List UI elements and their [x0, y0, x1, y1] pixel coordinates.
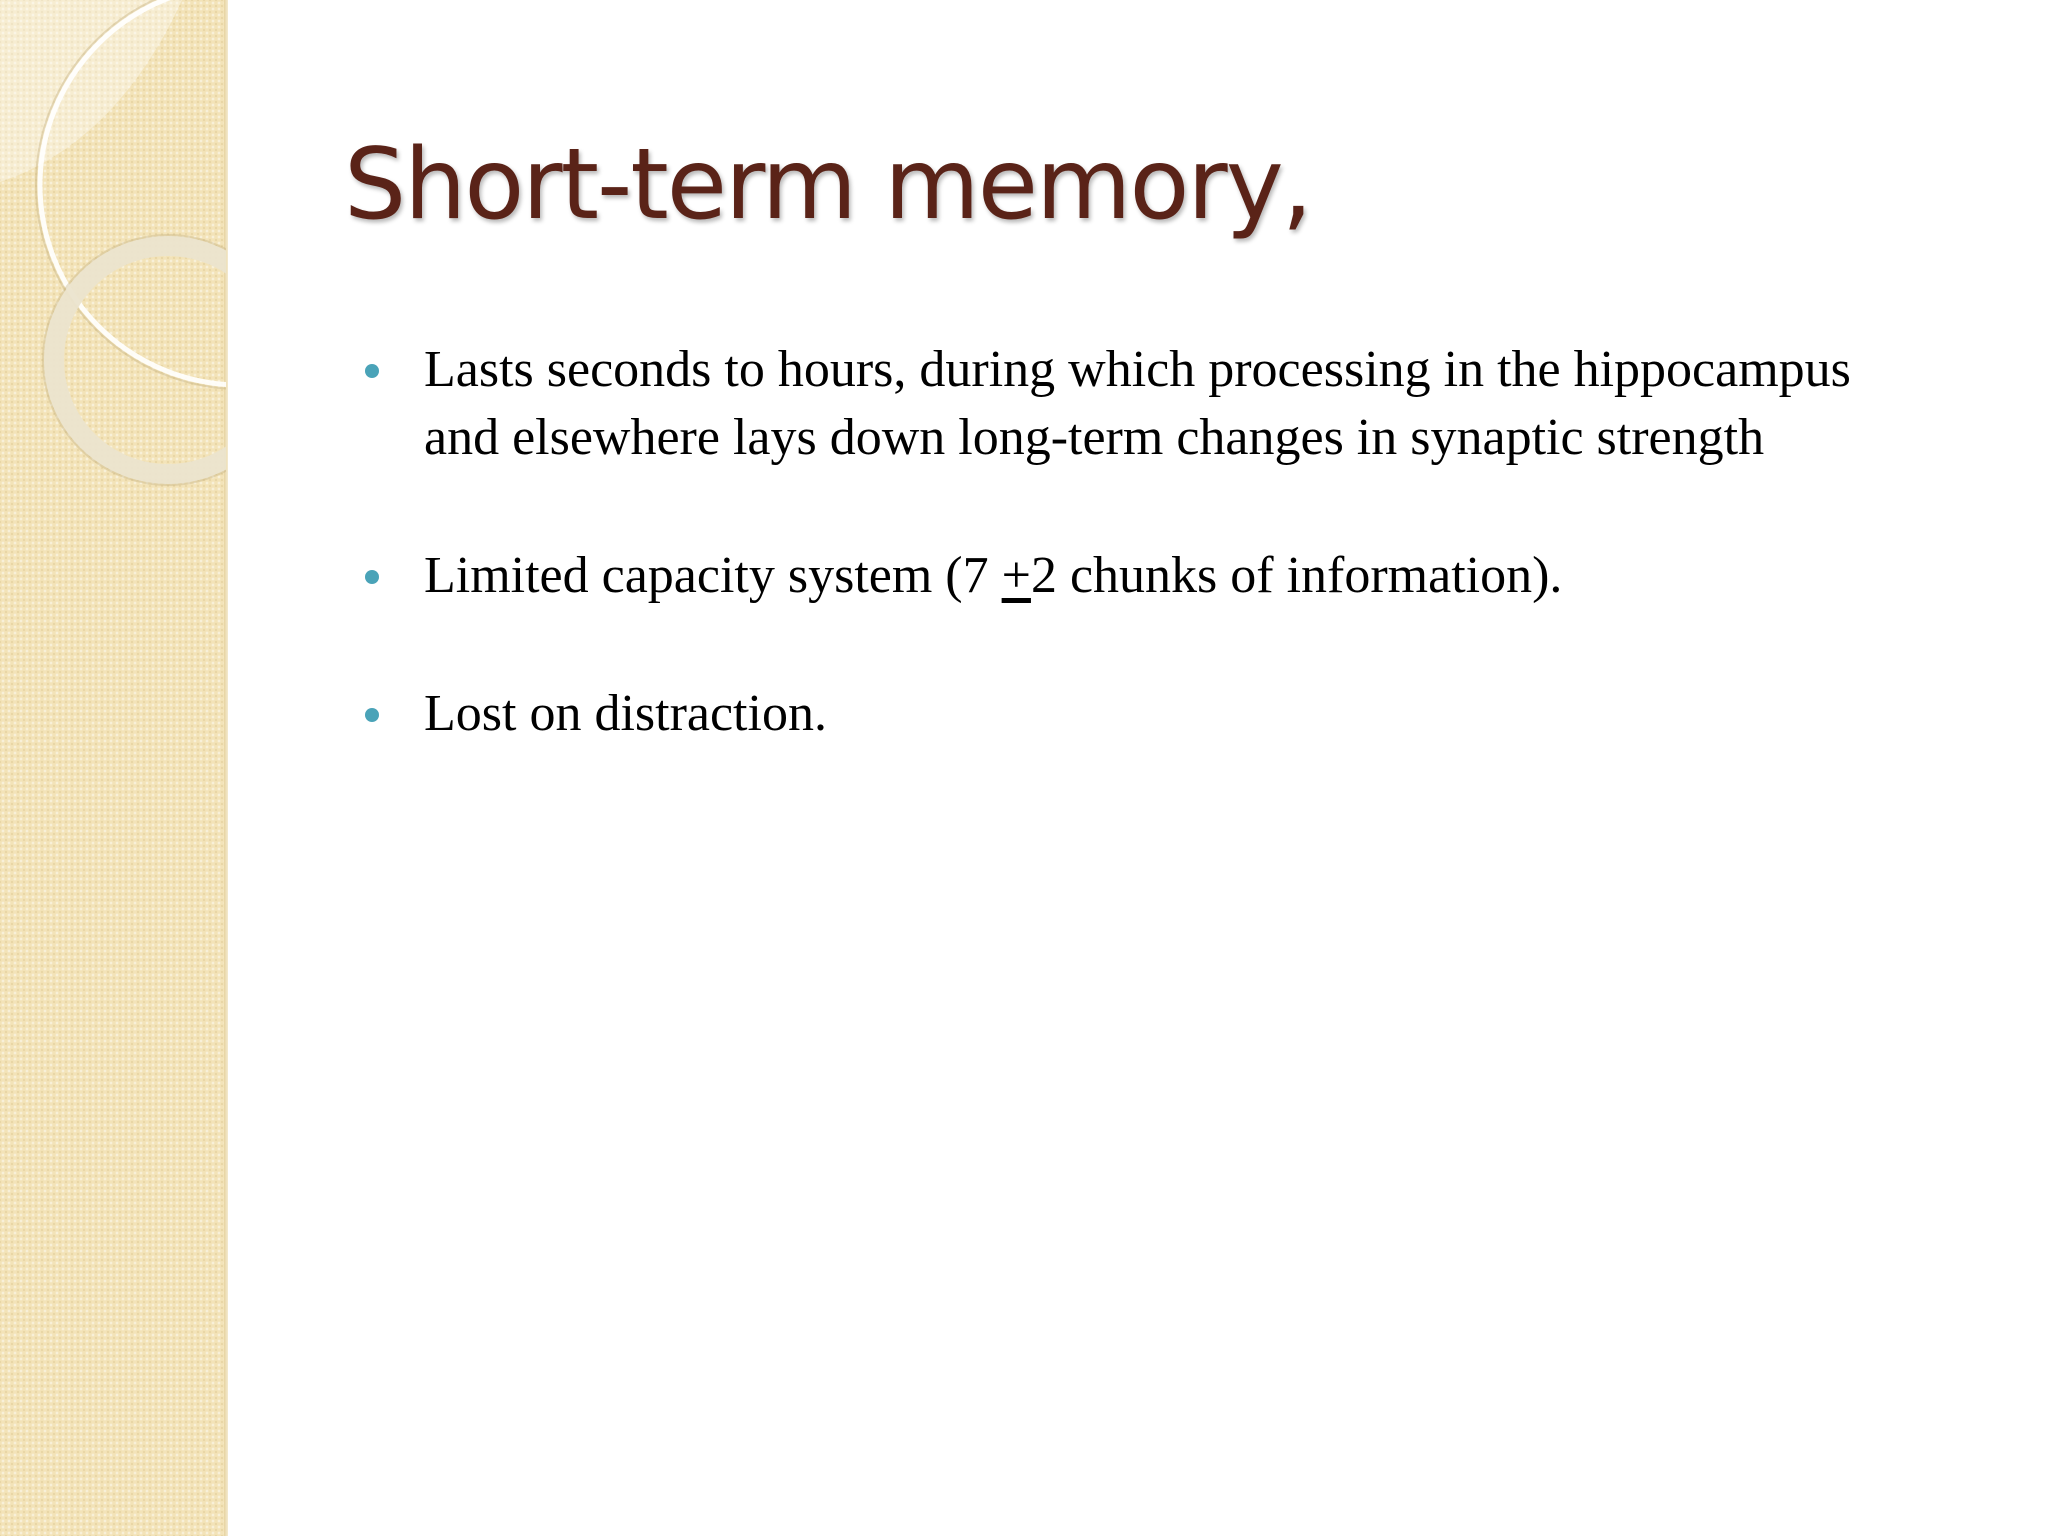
bullet-text: Lost on distraction.: [424, 685, 827, 742]
bullet-text-start: Limited capacity system (7: [424, 547, 1002, 604]
bullet-item: [360, 680, 1880, 748]
bullet-dot-icon: [365, 708, 379, 722]
bullet-text-end: 2 chunks of information).: [1030, 547, 1563, 604]
bullet-item: [360, 336, 1880, 472]
bullet-dot-icon: [365, 364, 379, 378]
bullet-dot-icon: [365, 570, 379, 584]
decorative-rings-icon: [0, 0, 228, 520]
slide-title: Short-term memory,: [344, 128, 1311, 242]
bullet-list: [360, 336, 1880, 818]
plus-minus-sign: +: [1001, 547, 1031, 604]
bullet-item: [360, 542, 1880, 610]
bullet-text: Lasts seconds to hours, during which processing in the hippocampus and elsewhere lays down long-term changes in synaptic strength: [424, 341, 1851, 466]
